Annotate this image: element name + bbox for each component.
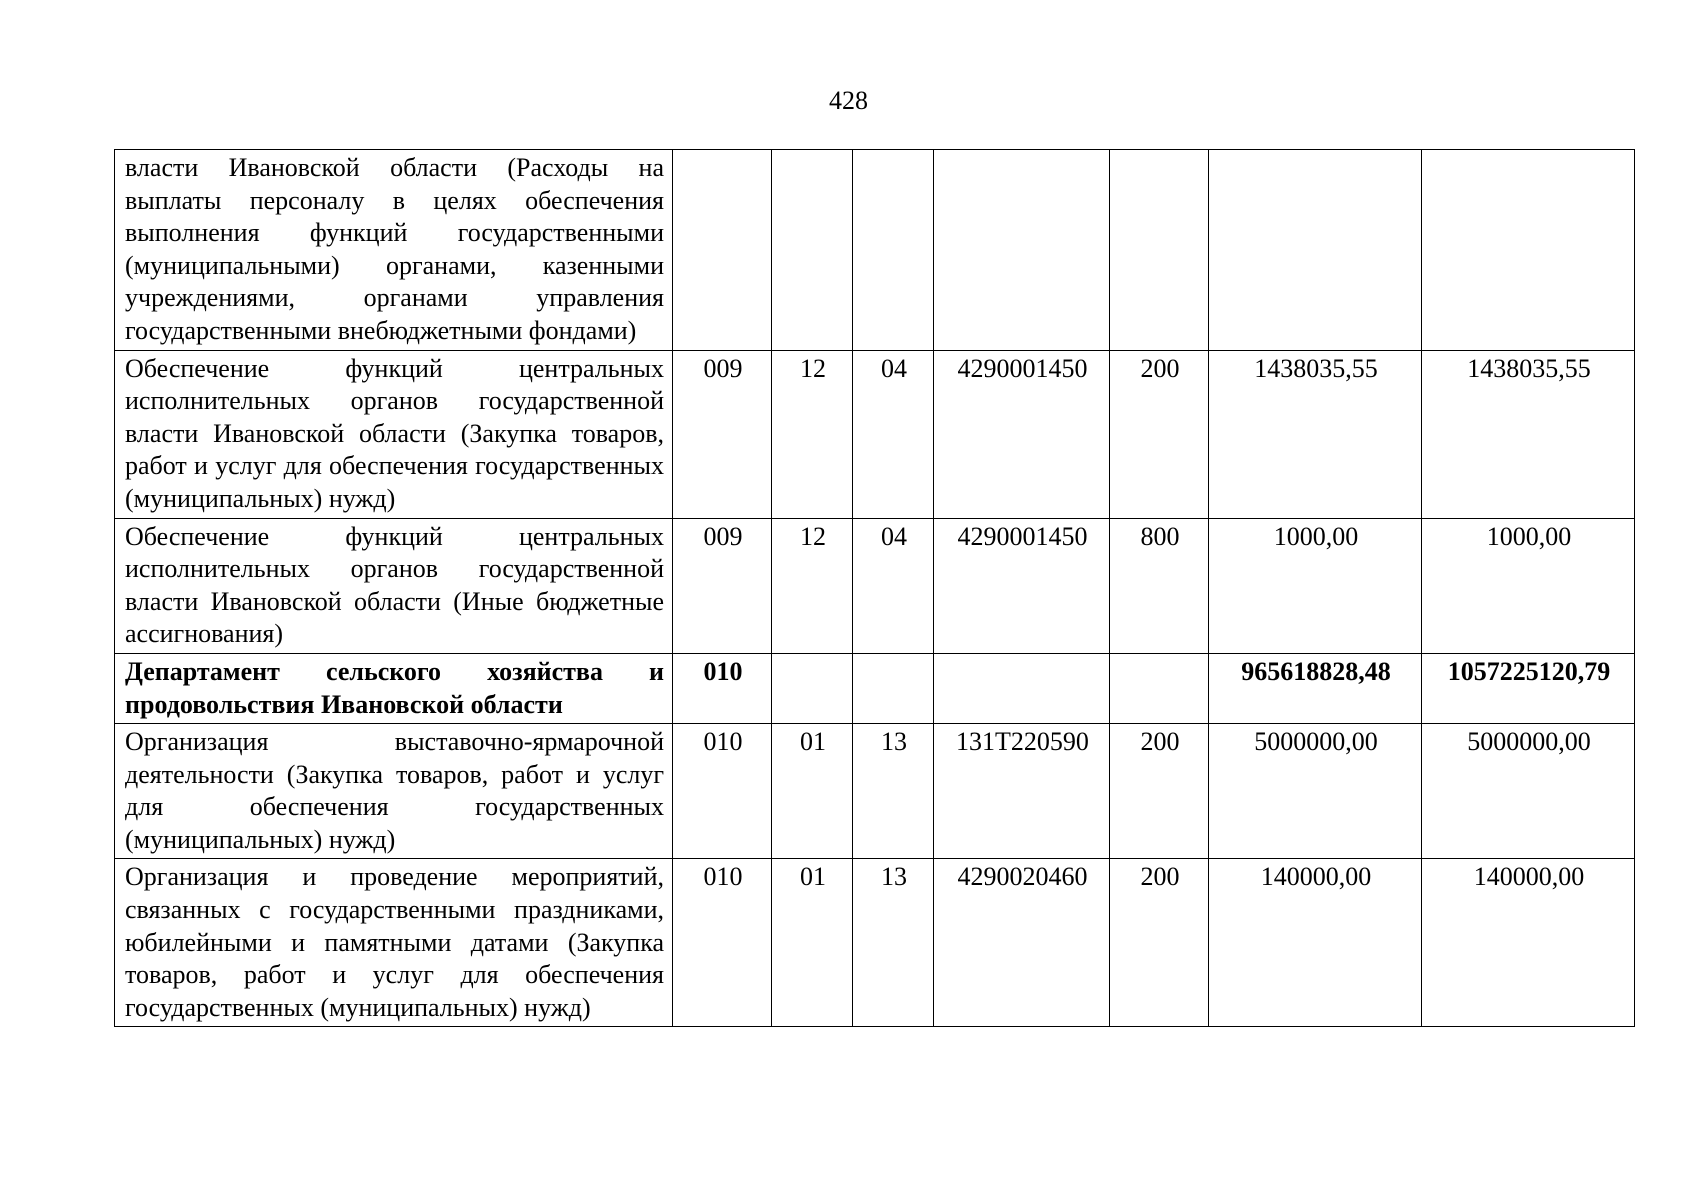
department-name: Департамент сельского хозяйства и продовольствия Ивановской области: [115, 653, 673, 723]
ministry-code: 010: [673, 653, 772, 723]
row-description: Организация и проведение мероприятий, связанных с государственными праздниками, юбилейными и памятными датами (Закупка товаров, работ и услуг для обеспечения государственных (муниципальных) нужд): [115, 859, 673, 1027]
amount-year2: 1000,00: [1422, 518, 1635, 653]
section-code: [772, 653, 853, 723]
ministry-code: 010: [673, 859, 772, 1027]
amount-year2: 5000000,00: [1422, 724, 1635, 859]
section-code: 01: [772, 724, 853, 859]
target-article-code: 4290020460: [934, 859, 1110, 1027]
table-row: [115, 350, 1635, 518]
expense-type-code: 200: [1110, 350, 1209, 518]
target-article-code: 131Т220590: [934, 724, 1110, 859]
subsection-code: 13: [853, 724, 934, 859]
amount-year2: 140000,00: [1422, 859, 1635, 1027]
subsection-code: 04: [853, 350, 934, 518]
row-description: Обеспечение функций центральных исполнительных органов государственной власти Ивановской области (Иные бюджетные ассигнования): [115, 518, 673, 653]
expense-type-code: 200: [1110, 859, 1209, 1027]
amount-year1: 1000,00: [1209, 518, 1422, 653]
table-row: [115, 150, 1635, 351]
amount-year2: [1422, 150, 1635, 351]
row-description: Обеспечение функций центральных исполнительных органов государственной власти Ивановской области (Закупка товаров, работ и услуг для обеспечения государственных (муниципальных) нужд): [115, 350, 673, 518]
target-article-code: [934, 150, 1110, 351]
section-code: 12: [772, 350, 853, 518]
department-total-row: [115, 653, 1635, 723]
target-article-code: 4290001450: [934, 350, 1110, 518]
amount-year1: 965618828,48: [1209, 653, 1422, 723]
amount-year1: [1209, 150, 1422, 351]
subsection-code: [853, 150, 934, 351]
target-article-code: 4290001450: [934, 518, 1110, 653]
section-code: [772, 150, 853, 351]
expense-type-code: [1110, 653, 1209, 723]
row-description: Организация выставочно-ярмарочной деятельности (Закупка товаров, работ и услуг для обеспечения государственных (муниципальных) нужд): [115, 724, 673, 859]
section-code: 01: [772, 859, 853, 1027]
table-row: [115, 518, 1635, 653]
amount-year1: 1438035,55: [1209, 350, 1422, 518]
amount-year2: 1057225120,79: [1422, 653, 1635, 723]
expense-type-code: [1110, 150, 1209, 351]
subsection-code: 13: [853, 859, 934, 1027]
ministry-code: [673, 150, 772, 351]
table-row: [115, 724, 1635, 859]
amount-year2: 1438035,55: [1422, 350, 1635, 518]
ministry-code: 009: [673, 350, 772, 518]
expense-type-code: 200: [1110, 724, 1209, 859]
page-number: 428: [829, 86, 868, 115]
ministry-code: 009: [673, 518, 772, 653]
budget-table: [114, 149, 1635, 1027]
target-article-code: [934, 653, 1110, 723]
amount-year1: 5000000,00: [1209, 724, 1422, 859]
subsection-code: 04: [853, 518, 934, 653]
table-row: [115, 859, 1635, 1027]
expense-type-code: 800: [1110, 518, 1209, 653]
subsection-code: [853, 653, 934, 723]
amount-year1: 140000,00: [1209, 859, 1422, 1027]
row-description: власти Ивановской области (Расходы на выплаты персоналу в целях обеспечения выполнения функций государственными (муниципальными) органами, казенными учреждениями, органами управления государственными внебюджетными фондами): [115, 150, 673, 351]
section-code: 12: [772, 518, 853, 653]
ministry-code: 010: [673, 724, 772, 859]
